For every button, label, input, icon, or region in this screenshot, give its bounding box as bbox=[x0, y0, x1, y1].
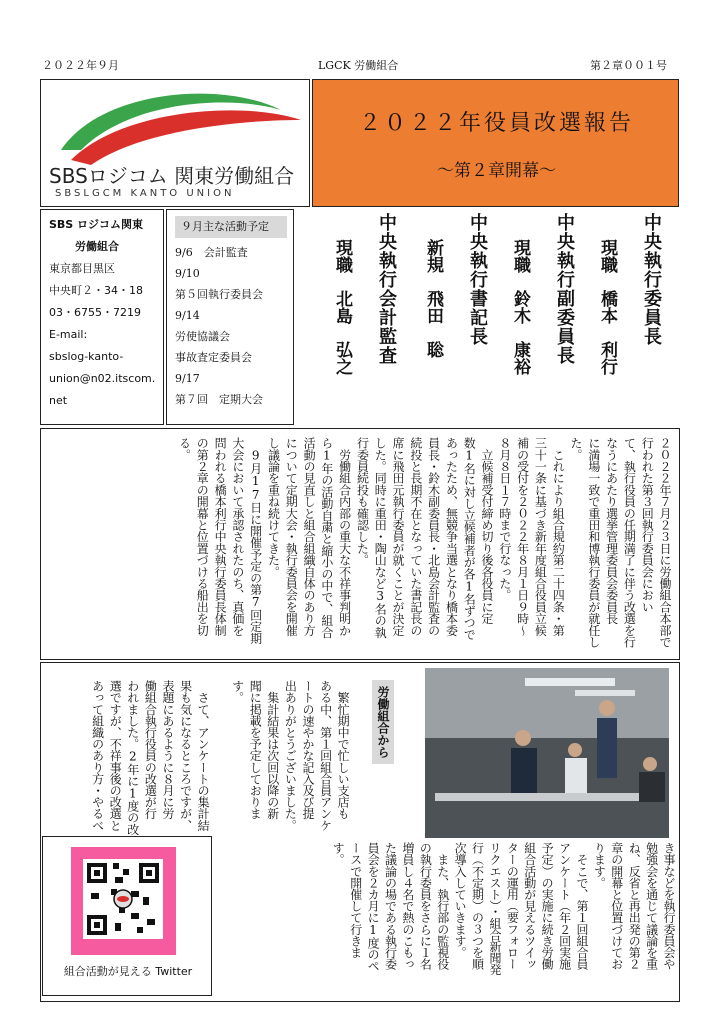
title-sub: ～第２章開幕～ bbox=[437, 161, 556, 181]
article2-line: ターの運用（要フォロー bbox=[505, 842, 520, 970]
article2-line: 予定）の実施に続き労働 bbox=[540, 842, 555, 970]
article-line: し議論を重ね続けてきた。 bbox=[266, 437, 281, 578]
schedule-heading: ９月主な活動予定 bbox=[175, 216, 287, 238]
meeting-photo bbox=[425, 668, 669, 838]
article2-line: 聞に掲載を予定しておりま bbox=[248, 680, 263, 820]
article2-line: 繁忙期中で忙しい支店も bbox=[336, 680, 351, 820]
officer-person: 新規 飛田 聡 bbox=[423, 239, 443, 358]
article2-line: 増員し４名で熱のこもっ bbox=[400, 842, 415, 970]
schedule-item: 9/6 会計監査 bbox=[175, 246, 248, 259]
article-line: 行委員続投も確認した。 bbox=[355, 437, 370, 566]
article2-line: 組合活動が見えるツイッ bbox=[522, 842, 537, 970]
logo-name: SBSロジコム 関東労働組合 bbox=[49, 164, 295, 188]
officer-role: 中央執行書記長 bbox=[467, 213, 488, 346]
article2-line: す。 bbox=[331, 842, 346, 866]
article2-line: アンケート（年２回実施 bbox=[557, 842, 572, 970]
article2-line: 員会を２カ月に1度のペ bbox=[366, 842, 381, 972]
article-line: 大会において承認されたのち、真価を bbox=[230, 437, 245, 636]
article-line: 9月17日に開催予定の第7回定期 bbox=[248, 437, 263, 644]
article2-line: 果も気になるところですが、 bbox=[178, 680, 193, 831]
article2-line: ースで開催して行きま bbox=[348, 842, 363, 959]
article2-line: また、執行部の監視役 bbox=[435, 842, 450, 970]
article2-line: さて、アンケートの集計結 bbox=[196, 680, 211, 831]
article-main bbox=[40, 428, 680, 660]
contact-box bbox=[40, 209, 164, 425]
article-body bbox=[175, 437, 673, 655]
qr-pattern bbox=[71, 847, 176, 955]
article-line: ２０２２年７月２３日に労働組合本部で行われた第３回執行委員会におい bbox=[640, 437, 672, 648]
schedule-item: 9/14 bbox=[175, 309, 200, 322]
schedule-item: 労使協議会 bbox=[175, 330, 230, 343]
article2-right-block bbox=[329, 842, 677, 998]
logo-swoosh-icon bbox=[41, 80, 311, 170]
contact-phone: 03・6755・7219 bbox=[49, 306, 141, 319]
article-line: る。 bbox=[177, 437, 192, 461]
article2-line: そこで、第１回組合員 bbox=[574, 842, 589, 970]
issue-number: 第２章００１号 bbox=[590, 59, 667, 72]
article2-line: 集計結果は次回以降の新 bbox=[265, 680, 280, 820]
photo-illustration bbox=[425, 668, 669, 838]
article-line: 問われる橋本利行中央執行委員長体制 bbox=[213, 437, 228, 636]
article2-line: 選ですが、不祥事後の改選と bbox=[108, 680, 123, 831]
contact-org2: 労働組合 bbox=[75, 240, 119, 253]
schedule-item: 第７回 定期大会 bbox=[175, 393, 263, 406]
officer-person: 現職 鈴木 康裕 bbox=[510, 239, 530, 375]
article2-line: 章の開幕と位置づけてお bbox=[609, 842, 624, 970]
article2-line: す。 bbox=[230, 680, 245, 704]
article-line: これにより組合規約第二十四条・第 bbox=[551, 437, 566, 636]
article-line: の第２章の開幕と位置づける船出を切 bbox=[195, 437, 210, 636]
contact-email1: sbslog-kanto- bbox=[49, 350, 124, 363]
article2-line: ートの速やかな記入及び提 bbox=[300, 680, 315, 820]
schedule-list bbox=[175, 242, 263, 410]
issue-date: ２０２２年９月 bbox=[42, 59, 119, 72]
logo-romaji: SBSLGCM KANTO UNION bbox=[55, 188, 235, 199]
contact-email3: net bbox=[49, 394, 68, 407]
article2-line: あって組織のあり方・やるべ bbox=[90, 680, 105, 831]
article-line: した。同時に重田・陶山など3名の執 bbox=[373, 437, 388, 638]
schedule-item: 9/17 bbox=[175, 372, 200, 385]
title-box bbox=[312, 79, 679, 207]
logo-box bbox=[40, 79, 310, 207]
qr-caption: 組合活動が見える Twitter bbox=[63, 965, 193, 978]
article-line: て、執行役員の任期満了に伴う改選を行なうにあたり選挙管理委員会委員長 bbox=[604, 437, 637, 648]
contact-address1: 東京都目黒区 bbox=[49, 262, 115, 275]
qr-code-icon[interactable] bbox=[71, 847, 176, 955]
schedule-item: 事故査定委員会 bbox=[175, 351, 252, 364]
article2-line: き事などを執行委員会や bbox=[662, 842, 676, 970]
article-line: 労働組合内部の重大な不祥事判明か bbox=[337, 437, 352, 636]
article-line: 続投と長期不在となっていた書記長の bbox=[408, 437, 423, 636]
contact-email-label: E-mail: bbox=[49, 328, 88, 341]
article-line: ８月８日１７時まで行なった。 bbox=[497, 437, 512, 601]
article-line: 補の受付を２０２２年８月１日９時～ bbox=[515, 437, 530, 636]
header-org: LGCK 労働組合 bbox=[318, 59, 399, 72]
article2-line: ある中、第１回組合員アンケ bbox=[318, 680, 333, 831]
article-line: 数1名に対し立候補者が各1名ずつで bbox=[462, 437, 477, 640]
article2-line: リクエスト）・組合新聞発 bbox=[487, 842, 502, 976]
officer-person: 現職 橋本 利行 bbox=[597, 239, 617, 375]
article2-line: 出ありがとうございました。 bbox=[283, 680, 298, 831]
schedule-item: 第５回執行委員会 bbox=[175, 288, 263, 301]
article2-left-block bbox=[88, 680, 211, 840]
article2-line: 働組合執行役員の改選が行 bbox=[143, 680, 158, 820]
article2-line: の執行委員をさらに１名 bbox=[418, 842, 433, 970]
officer-role: 中央執行会計監査 bbox=[376, 213, 397, 365]
article2-line: 勉強会を通じて議論を重 bbox=[644, 842, 659, 970]
article-line: 活動の見直しと組合組織自体のあり方 bbox=[302, 437, 317, 636]
contact-address2: 中央町２・34・18 bbox=[49, 284, 143, 297]
title-main: ２０２２年役員改選報告 bbox=[358, 111, 634, 136]
schedule-item: 9/10 bbox=[175, 267, 200, 280]
contact-org: SBS ロジコム関東 bbox=[49, 218, 144, 231]
schedule-box bbox=[166, 209, 294, 425]
article2-line: 次導入していきます。 bbox=[453, 842, 468, 959]
article2-line: ね、反省と再出発の第２ bbox=[627, 842, 642, 970]
article2-line: ります。 bbox=[592, 842, 607, 889]
article2-line: た議論の場である執行委 bbox=[383, 842, 398, 970]
article-line: 員長・鈴木副委員長・北島会計監査の bbox=[426, 437, 441, 636]
article-line: ら1年の活動自粛と縮小の中で、組合 bbox=[319, 437, 334, 638]
article-line: について定期大会・執行委員会を開催 bbox=[284, 437, 299, 636]
officer-role: 中央執行委員長 bbox=[641, 213, 662, 346]
officer-role: 中央執行副委員長 bbox=[554, 213, 575, 365]
article2-mid-block bbox=[228, 680, 351, 855]
article2-line: 行（不定期）の３つを順 bbox=[470, 842, 485, 970]
officer-person: 現職 北島 弘之 bbox=[332, 239, 352, 375]
article2-line: 表題にあるように８月に労 bbox=[160, 680, 175, 820]
article-line: あったため、無競争当選となり橋本委 bbox=[444, 437, 459, 636]
contact-email2: union@n02.itscom. bbox=[49, 372, 156, 385]
article-line: 立候補受付締め切り後各役員に定 bbox=[480, 437, 495, 625]
officers-panel bbox=[312, 209, 679, 425]
article-line: 席に飛田元執行委員が就くことが決定 bbox=[391, 437, 406, 636]
article-line: に満場一致で重田和博執行委員が就任した。 bbox=[569, 437, 601, 648]
article-line: 三十一条に基づき新年度組合役員立候 bbox=[533, 437, 548, 636]
qr-box bbox=[42, 836, 212, 996]
article2-heading: 労働組合から bbox=[372, 680, 394, 764]
article2-line: われました。2年に1度の改 bbox=[125, 680, 140, 835]
